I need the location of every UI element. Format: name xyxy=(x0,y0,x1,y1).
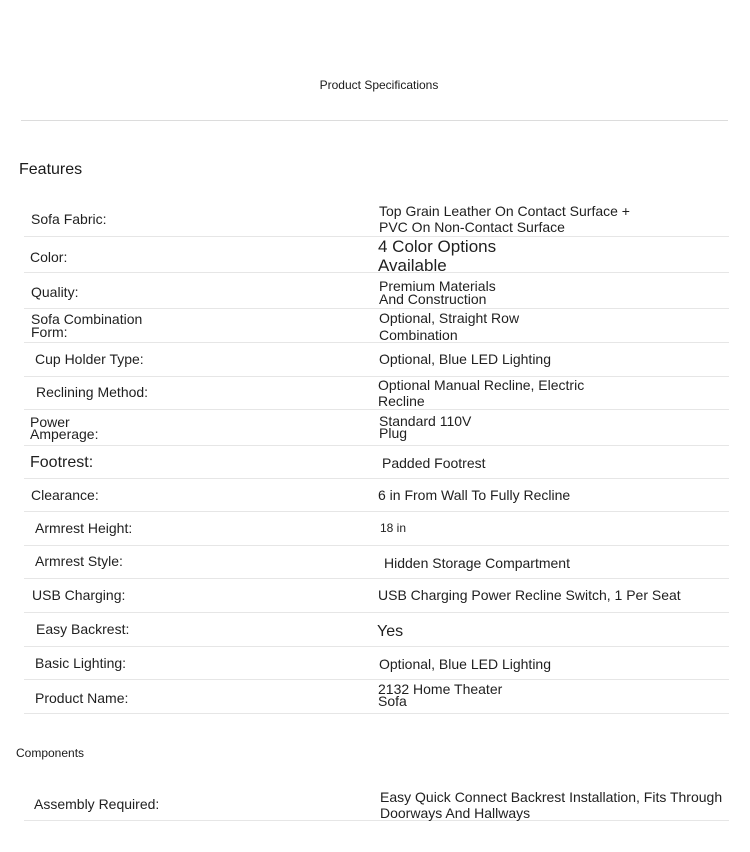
spec-label: Armrest Height: xyxy=(35,520,133,536)
spec-row xyxy=(24,647,729,680)
spec-row xyxy=(24,680,729,714)
spec-label: Sofa Combination Form: xyxy=(31,311,143,340)
spec-row xyxy=(24,410,729,446)
spec-label: Clearance: xyxy=(31,487,99,503)
spec-label: Footrest: xyxy=(30,454,94,471)
spec-row xyxy=(24,446,729,479)
spec-value: Padded Footrest xyxy=(382,455,486,471)
spec-label: Assembly Required: xyxy=(34,796,160,812)
spec-value: 18 in xyxy=(380,521,407,535)
features-heading: Features xyxy=(19,161,83,178)
spec-value: Yes xyxy=(377,623,404,640)
spec-label: Sofa Fabric: xyxy=(31,211,107,227)
spec-value: 4 Color Options Available xyxy=(378,237,497,275)
spec-value: Premium Materials And Construction xyxy=(379,278,496,307)
spec-value: 6 in From Wall To Fully Recline xyxy=(378,487,571,503)
spec-value: Easy Quick Connect Backrest Installation, Fits Through Doorways And Hallways xyxy=(380,789,723,821)
spec-row xyxy=(24,237,729,273)
spec-label: Product Name: xyxy=(35,690,129,706)
spec-label: Easy Backrest: xyxy=(36,621,130,637)
spec-label: Power Amperage: xyxy=(30,414,99,442)
spec-label: Reclining Method: xyxy=(36,384,149,400)
spec-label: Armrest Style: xyxy=(35,553,123,569)
page-title: Product Specifications xyxy=(319,78,439,92)
spec-label: Color: xyxy=(30,249,68,265)
spec-row xyxy=(24,546,729,579)
spec-label: Quality: xyxy=(31,284,79,300)
spec-row xyxy=(24,479,729,512)
spec-label: USB Charging: xyxy=(32,587,126,603)
components-heading: Components xyxy=(16,746,85,760)
spec-value: Optional, Straight Row Combination xyxy=(379,310,520,343)
spec-label: Cup Holder Type: xyxy=(35,351,144,367)
spec-value: Top Grain Leather On Contact Surface + PVC On Non-Contact Surface xyxy=(379,203,630,235)
spec-row xyxy=(24,273,729,309)
spec-value: 2132 Home Theater Sofa xyxy=(378,681,503,709)
spec-value: Hidden Storage Compartment xyxy=(384,555,570,571)
spec-value: Optional, Blue LED Lighting xyxy=(379,351,551,367)
spec-value: Optional, Blue LED Lighting xyxy=(379,656,551,672)
spec-value: Optional Manual Recline, Electric Recline xyxy=(378,377,585,409)
spec-value: USB Charging Power Recline Switch, 1 Per Seat xyxy=(378,587,681,603)
spec-value: Standard 110V Plug xyxy=(379,413,472,441)
spec-label: Basic Lighting: xyxy=(35,655,127,671)
